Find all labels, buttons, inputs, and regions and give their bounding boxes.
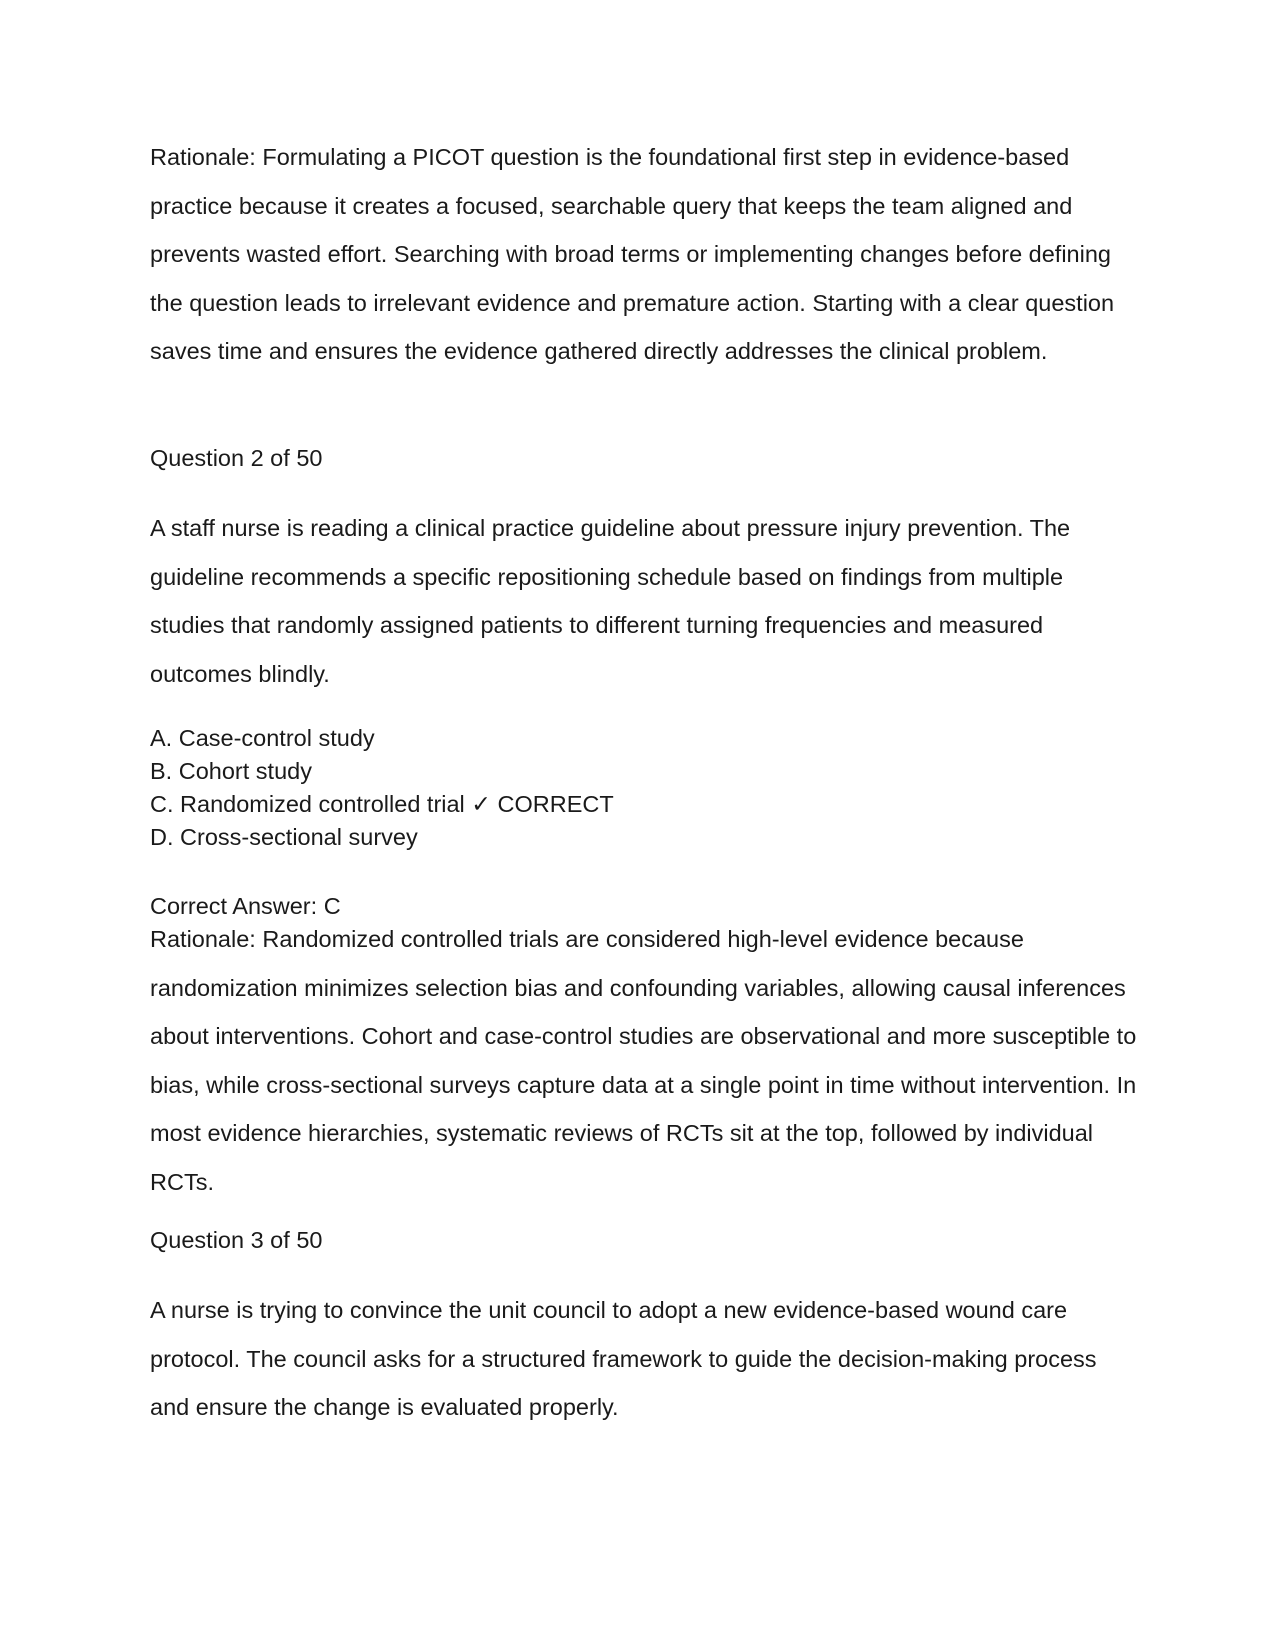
q2-rationale: Rationale: Randomized controlled trials are considered high-level evidence because randomization minimizes selection bias and confounding variables, allowing causal inferences about interventions. Cohort and case-control studies are observational and more susceptible to bias, while cross-sectional surveys capture data at a single point in time without intervention. In most evidence hierarchies, systematic reviews of RCTs sit at the top, followed by individual RCTs. bbox=[150, 926, 1137, 1195]
q2-correct-answer: Correct Answer: C bbox=[150, 893, 341, 919]
q2-option-a: A. Case-control study bbox=[150, 725, 375, 751]
q2-stem: A staff nurse is reading a clinical practice guideline about pressure injury prevention. The guideline recommends a specific repositioning schedule based on findings from multiple studies that randomly assigned patients to different turning frequencies and measured outcomes blindly. bbox=[150, 515, 1071, 687]
q3-heading: Question 3 of 50 bbox=[150, 1227, 323, 1253]
q2-option-d: D. Cross-sectional survey bbox=[150, 824, 418, 850]
q2-option-b: B. Cohort study bbox=[150, 758, 312, 784]
q2-heading: Question 2 of 50 bbox=[150, 445, 323, 471]
q1-rationale: Rationale: Formulating a PICOT question is the foundational first step in evidence-based practice because it creates a focused, searchable query that keeps the team aligned and prevents wasted effort. Searching with broad terms or implementing changes before defining the question leads to irrelevant evidence and premature action. Starting with a clear question saves time and ensures the evidence gathered directly addresses the clinical problem. bbox=[150, 144, 1115, 365]
q3-stem: A nurse is trying to convince the unit council to adopt a new evidence-based wound care protocol. The council asks for a structured framework to guide the decision-making process and ensure the change is evaluated properly. bbox=[150, 1297, 1097, 1421]
q2-option-c: C. Randomized controlled trial ✓ CORRECT bbox=[150, 791, 614, 817]
